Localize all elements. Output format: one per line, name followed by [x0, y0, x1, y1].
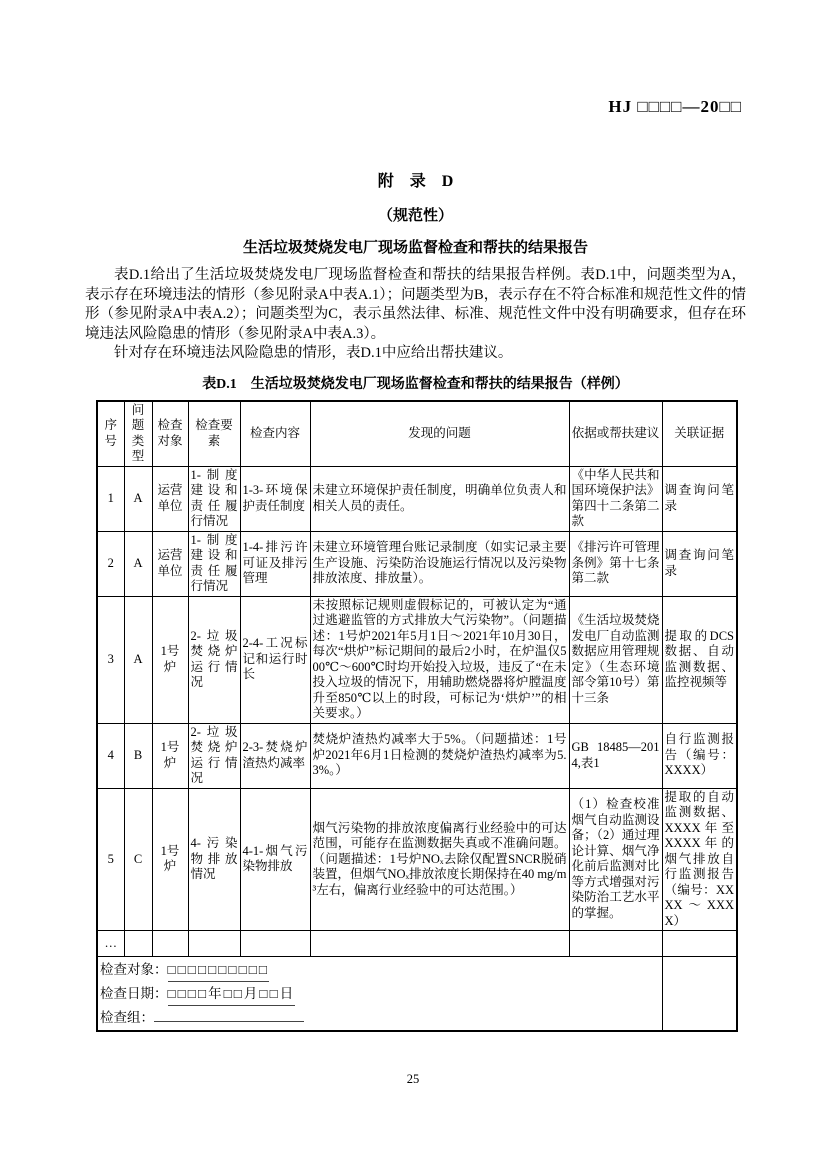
cell-problem-type: B — [124, 723, 152, 788]
cell-empty — [240, 931, 310, 957]
ellipsis-row — [97, 931, 737, 957]
header-content: 检查内容 — [240, 401, 310, 467]
cell-empty — [662, 957, 737, 1032]
cell-seq: 3 — [97, 596, 124, 723]
cell-element: 2-垃圾焚烧炉运行情况 — [188, 723, 240, 788]
cell-problem-type: A — [124, 466, 152, 531]
header-basis: 依据或帮扶建议 — [569, 401, 662, 467]
cell-object: 1号炉 — [152, 723, 188, 788]
intro-paragraph: 表D.1给出了生活垃圾焚烧发电厂现场监督检查和帮扶的结果报告样例。表D.1中，问题类型为A，表示存在环境违法的情形（参见附录A中表A.1）；问题类型为B，表示存在不符合标准和规范性文件的情形（参见附录A中表A.2）；问题类型为C，表示虽然法律、标准、规范性文件中没有明确要求，但存在环境违法风险隐患的情形（参见附录A中表A.3）。 — [85, 267, 746, 342]
cell-problem-type: A — [124, 596, 152, 723]
cell-problem-type: A — [124, 531, 152, 596]
inspect-object-label: 检查对象： — [100, 962, 168, 977]
header-evidence: 关联证据 — [662, 401, 737, 467]
cell-basis: 《生活垃圾焚烧发电厂自动监测数据应用管理规定》（生态环境部令第10号）第十三条 — [569, 596, 662, 723]
cell-empty — [569, 931, 662, 957]
header-object: 检查对象 — [152, 401, 188, 467]
cell-evidence: 调查询问笔录 — [662, 531, 737, 596]
cell-content: 2-4-工况标记和运行时长 — [240, 596, 310, 723]
cell-element: 4-污染物排放情况 — [188, 788, 240, 931]
cell-evidence: 调查询问笔录 — [662, 466, 737, 531]
table-header-row — [97, 401, 737, 467]
page-content — [85, 168, 746, 1032]
cell-basis: （1）检查校准烟气自动监测设备；（2）通过理论计算、烟气净化前后监测对比等方式增强对污染防治工艺水平的掌握。 — [569, 788, 662, 931]
result-report-table — [96, 400, 738, 1033]
document-number: HJ □□□□—20□□ — [608, 97, 742, 116]
cell-object: 1号炉 — [152, 596, 188, 723]
cell-ellipsis: … — [97, 931, 124, 957]
cell-empty — [188, 931, 240, 957]
cell-content: 4-1-烟气污染物排放 — [240, 788, 310, 931]
cell-object: 运营单位 — [152, 466, 188, 531]
inspect-group-blank — [154, 1006, 304, 1022]
cell-seq: 5 — [97, 788, 124, 931]
cell-problem: 未建立环境保护责任制度，明确单位负责人和相关人员的责任。 — [310, 466, 569, 531]
cell-object: 运营单位 — [152, 531, 188, 596]
header-problem: 发现的问题 — [310, 401, 569, 467]
header-problem-type: 问题类型 — [124, 401, 152, 467]
cell-empty — [310, 931, 569, 957]
inspect-date-value: □□□□年□□月□□日 — [168, 982, 296, 1006]
cell-problem-type: C — [124, 788, 152, 931]
table-row — [97, 788, 737, 931]
cell-problem: 焚烧炉渣热灼减率大于5%。（问题描述：1号炉2021年6月1日检测的焚烧炉渣热灼减率为5.3%。） — [310, 723, 569, 788]
footer-signoff-cell — [97, 957, 662, 1032]
cell-seq: 2 — [97, 531, 124, 596]
inspect-group-label: 检查组： — [100, 1010, 154, 1025]
table-row — [97, 531, 737, 596]
cell-content: 2-3-焚烧炉渣热灼减率 — [240, 723, 310, 788]
cell-element: 1-制度建设和责任履行情况 — [188, 466, 240, 531]
table-title: 表D.1 生活垃圾焚烧发电厂现场监督检查和帮扶的结果报告（样例） — [202, 376, 629, 392]
appendix-title: 生活垃圾焚烧发电厂现场监督检查和帮扶的结果报告 — [242, 240, 588, 256]
inspect-object-value: □□□□□□□□□□ — [168, 958, 270, 982]
cell-seq: 1 — [97, 466, 124, 531]
appendix-label: 附 录 D — [377, 173, 454, 190]
cell-problem: 未按照标记规则虚假标记的，可被认定为“通过逃避监管的方式排放大气污染物”。（问题描述：1号炉2021年5月1日～2021年10月30日，每次“烘炉”标记期间的最后2小时，在炉温仅500℃～600℃时均开始投入垃圾，违反了“在未投入垃圾的情况下，用辅助燃烧器将炉膛温度升至850℃以上的时段，可标记为‘烘炉’”的相关要求。） — [310, 596, 569, 723]
cell-problem: 烟气污染物的排放浓度偏离行业经验中的可达范围，可能存在监测数据失真或不准确问题。（问题描述：1号炉NOₓ去除仅配置SNCR脱硝装置，但烟气NOₓ排放浓度长期保持在40 mg/m³左右，偏离行业经验中的可达范围。） — [310, 788, 569, 931]
table-footer-row — [97, 957, 737, 1032]
cell-basis: 《排污许可管理条例》第十七条第二款 — [569, 531, 662, 596]
cell-evidence: 提取的DCS数据、自动监测数据、监控视频等 — [662, 596, 737, 723]
cell-element: 2-垃圾焚烧炉运行情况 — [188, 596, 240, 723]
cell-problem: 未建立环境管理台账记录制度（如实记录主要生产设施、污染防治设施运行情况以及污染物排放浓度、排放量）。 — [310, 531, 569, 596]
cell-basis: 《中华人民共和国环境保护法》第四十二条第二款 — [569, 466, 662, 531]
cell-content: 1-4-排污许可证及排污管理 — [240, 531, 310, 596]
cell-empty — [124, 931, 152, 957]
header-seq: 序号 — [97, 401, 124, 467]
page-number: 25 — [406, 1072, 420, 1086]
cell-element: 1-制度建设和责任履行情况 — [188, 531, 240, 596]
cell-seq: 4 — [97, 723, 124, 788]
advice-paragraph: 针对存在环境违法风险隐患的情形，表D.1中应给出帮扶建议。 — [114, 345, 513, 361]
header-element: 检查要素 — [188, 401, 240, 467]
cell-evidence: 提取的自动监测数据、XXXX年至XXXX年的烟气排放自行监测报告（编号：XXXX～XXXX） — [662, 788, 737, 931]
table-row — [97, 466, 737, 531]
cell-content: 1-3-环境保护责任制度 — [240, 466, 310, 531]
table-row — [97, 723, 737, 788]
table-row — [97, 596, 737, 723]
cell-empty — [152, 931, 188, 957]
cell-basis: GB 18485—2014,表1 — [569, 723, 662, 788]
inspect-date-label: 检查日期： — [100, 986, 168, 1001]
cell-evidence: 自行监测报告（编号：XXXX） — [662, 723, 737, 788]
appendix-type: （规范性） — [377, 208, 453, 224]
cell-empty — [662, 931, 737, 957]
cell-object: 1号炉 — [152, 788, 188, 931]
